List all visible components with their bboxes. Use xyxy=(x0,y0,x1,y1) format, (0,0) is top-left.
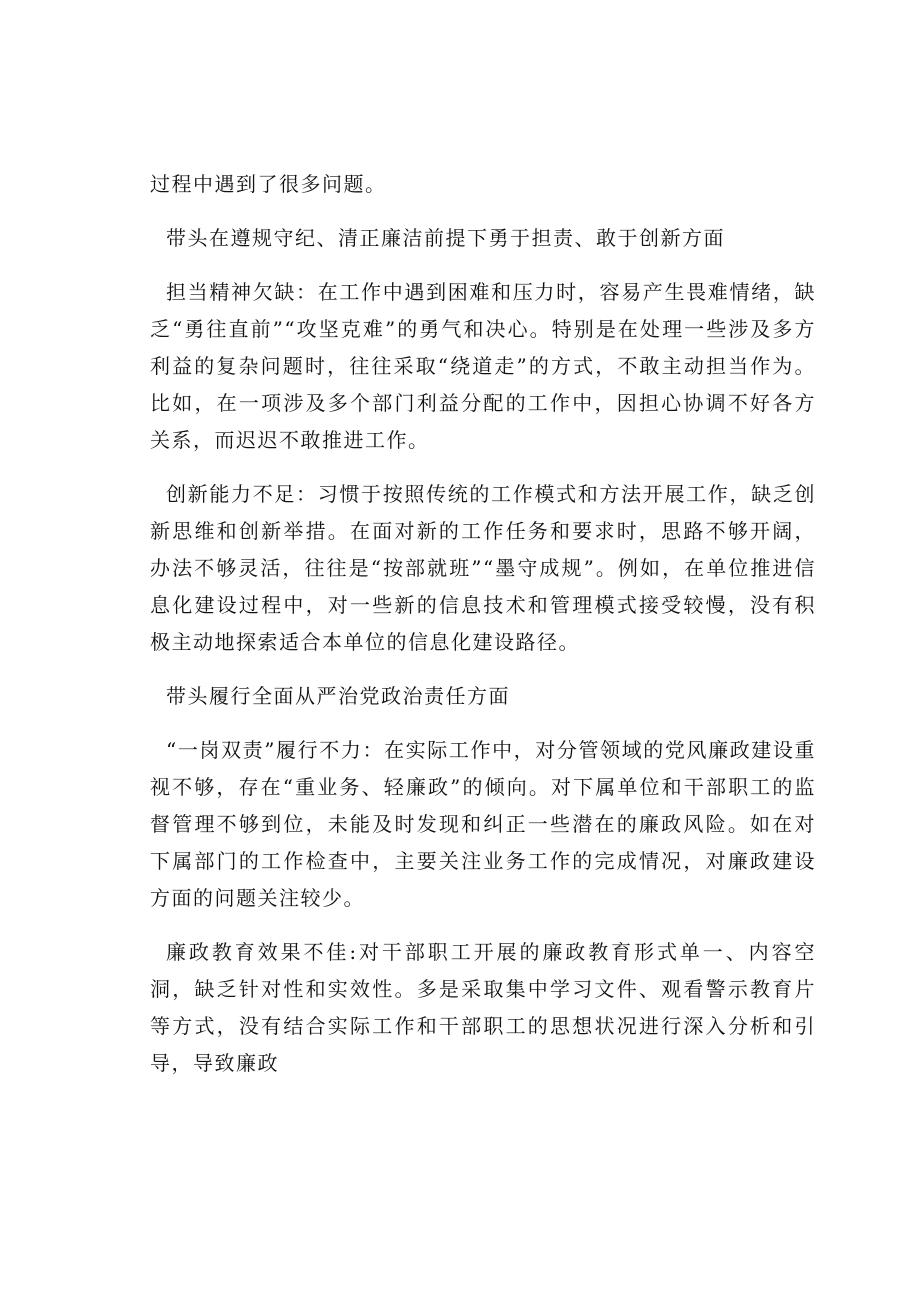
section-heading-responsibility-innovation: 带头在遵规守纪、清正廉洁前提下勇于担责、敢于创新方面 xyxy=(166,226,725,250)
paragraph-continuation: 过程中遇到了很多问题。 xyxy=(150,172,387,196)
section-heading-party-discipline: 带头履行全面从严治党政治责任方面 xyxy=(166,684,510,708)
document-body xyxy=(150,166,816,1099)
paragraph-innovation-lacking: 创新能力不足：习惯于按照传统的工作模式和方法开展工作，缺乏创新思维和创新举措。在面对新的工作任务和要求时，思路不够开阔，办法不够灵活，往往是“按部就班”“墨守成规”。例如，在单位推进信息化建设过程中，对一些新的信息技术和管理模式接受较慢，没有积极主动地探索适合本单位的信息化建设路径。 xyxy=(150,482,816,654)
paragraph-dual-responsibility: “一岗双责”履行不力：在实际工作中，对分管领域的党风廉政建设重视不够，存在“重业务、轻廉政”的倾向。对下属单位和干部职工的监督管理不够到位，未能及时发现和纠正一些潜在的廉政风险。如在对下属部门的工作检查中，主要关注业务工作的完成情况，对廉政建设方面的问题关注较少。 xyxy=(150,738,816,910)
paragraph-responsibility-lacking: 担当精神欠缺：在工作中遇到困难和压力时，容易产生畏难情绪，缺乏“勇往直前”“攻坚克难”的勇气和决心。特别是在处理一些涉及多方利益的复杂问题时，往往采取“绕道走”的方式，不敢主动担当作为。比如，在一项涉及多个部门利益分配的工作中，因担心协调不好各方关系，而迟迟不敢推进工作。 xyxy=(150,280,816,452)
paragraph-integrity-education: 廉政教育效果不佳:对干部职工开展的廉政教育形式单一、内容空洞，缺乏针对性和实效性。多是采取集中学习文件、观看警示教育片等方式，没有结合实际工作和干部职工的思想状况进行深入分析和引导，导致廉政 xyxy=(150,940,816,1075)
